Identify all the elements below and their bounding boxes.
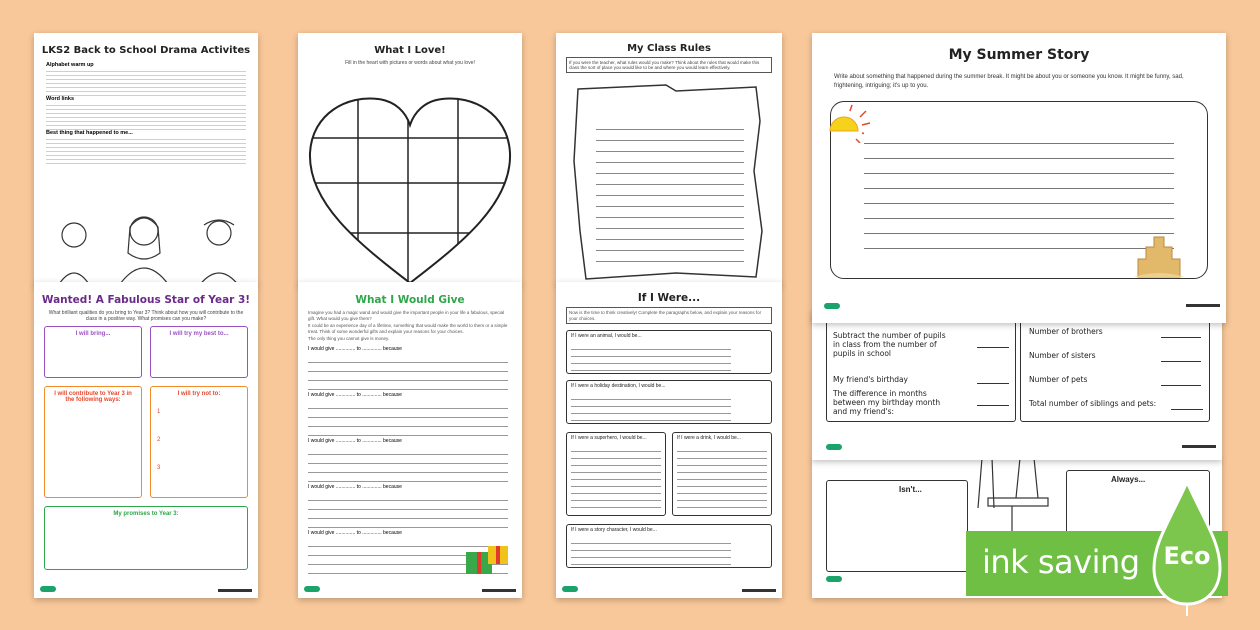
footer-url [482, 589, 516, 592]
were-title: If I Were... [637, 292, 701, 304]
drama-para [46, 102, 246, 130]
answer-line [1161, 385, 1201, 386]
give-prompt: I would give .............. to .............. because [308, 346, 402, 352]
drama-sheet [34, 33, 258, 285]
were-box-animal [566, 330, 772, 374]
math-col-2: Number of sisters [1029, 351, 1096, 360]
were-box-animal-label: If I were an animal, I would be... [571, 333, 642, 339]
footer-url [742, 589, 776, 592]
footer-url [1186, 304, 1220, 307]
twinkl-logo [40, 586, 56, 592]
math-row-3: The difference in months between my birthday month and my friend's: [833, 389, 941, 416]
children-illustration [34, 213, 258, 285]
sandcastle-icon [1134, 229, 1184, 279]
summer-lines [864, 129, 1174, 261]
star-box-bring-label: I will bring... [75, 331, 111, 337]
give-intro-2: It could be an experience day of a lifetime, something that would make the world to them or a simple treat. Think of some wonderful gifts and explain your reasons for your choices. [308, 323, 508, 334]
star-box-promise [44, 506, 248, 570]
twinkl-logo [562, 586, 578, 592]
star-box-not [150, 386, 248, 498]
were-box-character-label: If I were a story character, I would be... [571, 527, 657, 533]
rules-sheet [556, 33, 782, 285]
math-col-3: Number of pets [1029, 375, 1088, 384]
give-prompt: I would give .............. to .............. because [308, 484, 402, 490]
were-box-holiday [566, 380, 772, 424]
were-box-holiday-label: If I were a holiday destination, I would be... [571, 383, 666, 389]
isnt-box [826, 480, 968, 572]
summer-title: My Summer Story [948, 47, 1090, 63]
give-intro-3: The only thing you cannot give is money. [308, 336, 390, 341]
give-prompt: I would give .............. to .............. because [308, 438, 402, 444]
star-box-not-label: I will try not to: [177, 391, 221, 397]
give-title: What I Would Give [355, 294, 465, 306]
give-prompt: I would give .............. to .............. because [308, 392, 402, 398]
gift-icon [464, 540, 510, 576]
star-num-1: 1 [157, 409, 161, 415]
math-box-left [826, 316, 1016, 422]
isnt-label: Isn't... [899, 485, 922, 494]
answer-line [1161, 361, 1201, 362]
love-title: What I Love! [374, 45, 446, 56]
rules-lines [596, 119, 744, 269]
math-row-1: Subtract the number of pupils in class from the number of pupils in school [833, 331, 946, 358]
heart-grid [298, 93, 522, 285]
rules-title: My Class Rules [627, 43, 711, 54]
always-label: Always... [1111, 475, 1146, 484]
math-sheet [812, 310, 1222, 460]
star-box-try-label: I will try my best to... [169, 331, 229, 337]
math-col-1: Number of brothers [1029, 327, 1103, 336]
star-box-try [150, 326, 248, 378]
love-subtitle: Fill in the heart with pictures or words about what you love! [345, 60, 475, 66]
star-sheet [34, 282, 258, 598]
star-num-2: 2 [157, 437, 161, 443]
math-col-4: Total number of siblings and pets: [1029, 399, 1157, 408]
were-box-superhero [566, 432, 666, 516]
math-box-right [1020, 316, 1210, 422]
footer-url [1182, 445, 1216, 448]
summer-subtitle: Write about something that happened during the summer break. It might be about you or someone you know. It might be funny, sad, frightening, intriguing; it's up to you. [834, 74, 1184, 89]
give-intro: Imagine you had a magic wand and would give the important people in your life a fabulous, special gift. What would you give them? [308, 310, 505, 321]
star-num-3: 3 [157, 465, 161, 471]
star-title: Wanted! A Fabulous Star of Year 3! [41, 294, 251, 306]
summer-sheet [812, 33, 1226, 323]
were-sheet [556, 282, 782, 598]
answer-line [977, 383, 1009, 384]
answer-line [1171, 409, 1203, 410]
twinkl-logo [304, 586, 320, 592]
star-box-bring [44, 326, 142, 378]
answer-line [1161, 337, 1201, 338]
drama-para [46, 68, 246, 96]
were-box-drink [672, 432, 772, 516]
star-subtitle: What brilliant qualities do you bring to Year 3? Think about how you will contribute to the class in a positive way. What promises can you make? [48, 310, 244, 322]
math-row-2: My friend's birthday [833, 375, 908, 384]
give-prompt: I would give .............. to .............. because [308, 530, 402, 536]
were-box-superhero-label: If I were a superhero, I would be... [571, 435, 647, 441]
footer-url [218, 589, 252, 592]
were-box-character [566, 524, 772, 568]
twinkl-logo [826, 576, 842, 582]
twinkl-logo [824, 303, 840, 309]
were-box-drink-label: If I were a drink, I would be... [677, 435, 741, 441]
rules-subtitle: If you were the teacher, what rules would you make? Think about the rules that would make this class the sort of place you would like to be and where you would learn effectively. [566, 57, 772, 73]
star-box-promise-label: My promises to Year 3: [113, 511, 179, 517]
give-sheet [298, 282, 522, 598]
eco-label: Eco [1163, 542, 1211, 570]
were-subtitle: Now is the time to think creatively! Complete the paragraphs below, and explain your reasons for your choices. [566, 307, 772, 324]
drama-heading-2: Word links [46, 96, 75, 102]
love-sheet [298, 33, 522, 285]
drama-title: LKS2 Back to School Drama Activites [41, 45, 251, 56]
star-box-contribute-label: I will contribute to Year 3 in the following ways: [54, 391, 132, 403]
twinkl-logo [826, 444, 842, 450]
answer-line [977, 347, 1009, 348]
drama-heading-1: Alphabet warm up [46, 62, 94, 68]
answer-line [977, 405, 1009, 406]
drama-para [46, 136, 246, 164]
star-box-contribute [44, 386, 142, 498]
ink-saving-text: ink saving [982, 543, 1140, 581]
drama-heading-3: Best thing that happened to me... [46, 130, 133, 136]
